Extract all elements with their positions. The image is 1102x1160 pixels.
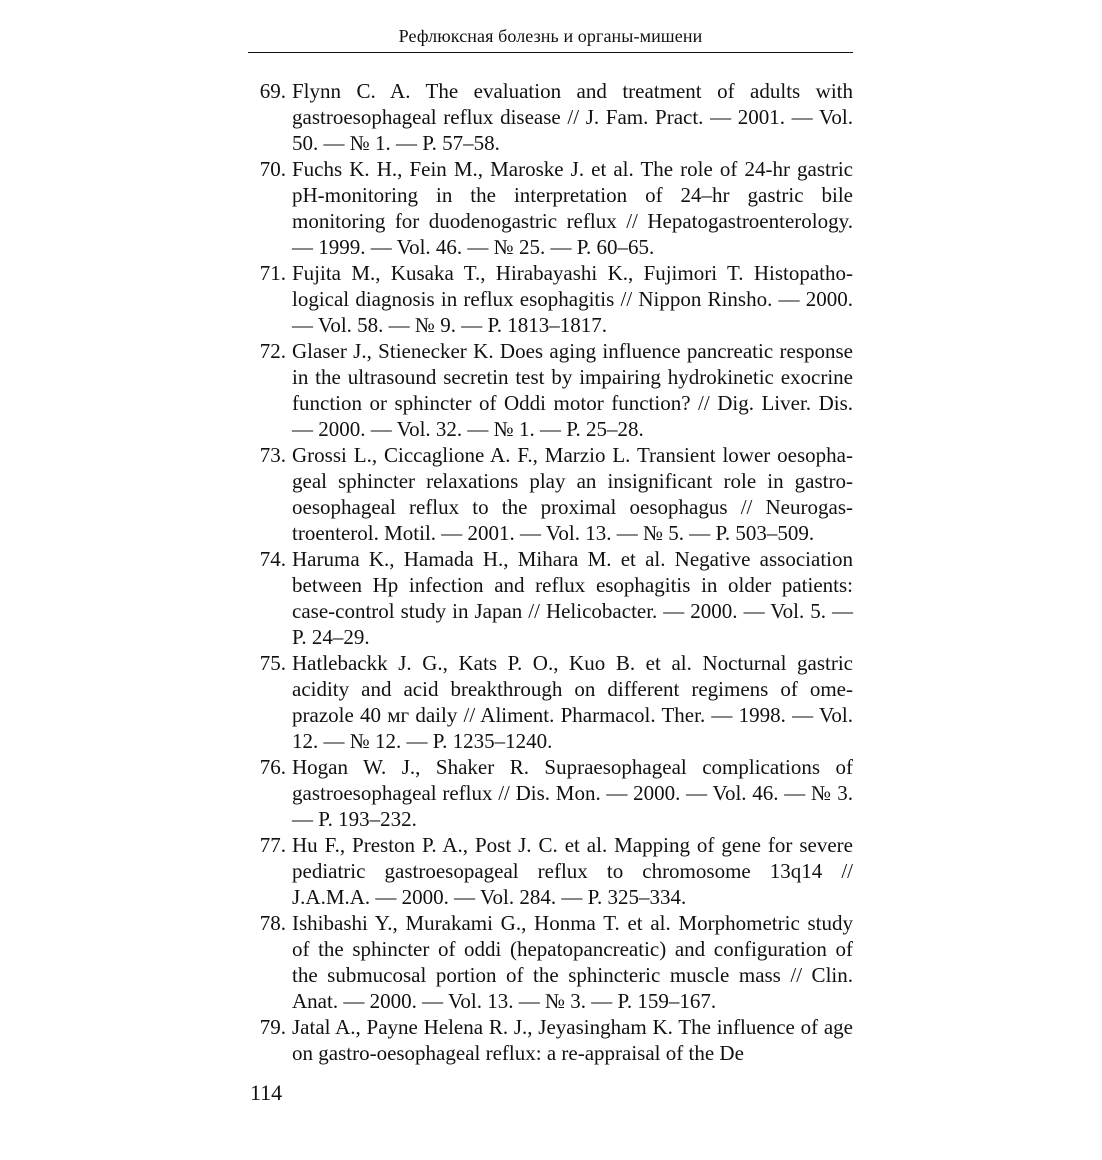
reference-item-76 [0,754,1102,832]
running-head-title: Рефлюксная болезнь и органы-мишени [398,26,703,46]
reference-item-74 [0,546,1102,650]
reference-number: 76. [259,755,286,779]
reference-number: 74. [259,547,286,571]
reference-text: Hu F., Preston P. A., Post J. C. et al. Mapping of gene for severe pediatric gastroesopageal reflux to chromosome 13q14 // J.A.M.A. — 2000. — Vol. 284. — P. 325–334. [292,833,853,909]
reference-item-75 [0,650,1102,754]
reference-text: Haruma K., Hamada H., Mihara M. et al. Negative association between Hp infection and reflux esophagitis in older patients: case-control study in Japan // Helicobacter. — 2000. — Vol. 5. — P. 24–29. [292,547,853,649]
reference-text: Ishibashi Y., Murakami G., Honma T. et al. Morphometric study of the sphincter of oddi (hepatopancreatic) and configuration of the submucosal portion of the sphincteric muscle mass // Clin. Anat. — 2000. — Vol. 13. — № 3. — P. 159–167. [292,911,853,1013]
reference-number: 75. [259,651,286,675]
reference-text: Hatlebackk J. G., Kats P. O., Kuo B. et al. Nocturnal gastric acidity and acid breakthrough on different regimens of omeprazole 40 мг daily // Aliment. Pharmacol. Ther. — 1998. — Vol. 12. — № 12. — P. 1235–1240. [292,651,853,753]
reference-number: 72. [259,339,286,363]
reference-number: 71. [259,261,286,285]
reference-text: Fuchs K. H., Fein M., Maroske J. et al. The role of 24-hr gastric pH-monitoring in the interpretation of 24–hr gastric bile monitoring for duodenogastric reflux // Hepatogastroenterology. — 1999. — Vol. 46. — № 25. — P. 60–65. [292,157,853,259]
reference-item-79 [0,1014,1102,1066]
reference-text: Jatal A., Payne Helena R. J., Jeyasingham K. The influence of age on gastro-oesophageal reflux: a re-appraisal of the De [292,1015,853,1065]
reference-item-77 [0,832,1102,910]
reference-text: Glaser J., Stienecker K. Does aging influence pancreatic response in the ultrasound secretin test by impairing hydrokinetic exocrine function or sphincter of Oddi motor function? // Dig. Liver. Dis. — 2000. — Vol. 32. — № 1. — P. 25–28. [292,339,853,441]
reference-list [0,78,1102,1066]
reference-number: 79. [259,1015,286,1039]
reference-number: 73. [259,443,286,467]
reference-number: 78. [259,911,286,935]
reference-item-78 [0,910,1102,1014]
reference-item-71 [0,260,1102,338]
header-rule [248,52,853,53]
reference-number: 69. [259,79,286,103]
reference-item-69 [0,78,1102,156]
page-number: 114 [250,1080,283,1105]
reference-number: 70. [259,157,286,181]
reference-item-70 [0,156,1102,260]
reference-text: Fujita M., Kusaka T., Hirabayashi K., Fujimori T. Histopathological diagnosis in reflux esophagitis // Nippon Rinsho. — 2000. — Vol. 58. — № 9. — P. 1813–1817. [292,261,853,337]
reference-item-72 [0,338,1102,442]
reference-text: Flynn C. A. The evaluation and treatment of adults with gastroesophageal reflux disease // J. Fam. Pract. — 2001. — Vol. 50. — № 1. — P. 57–58. [292,79,853,155]
reference-text: Grossi L., Ciccaglione A. F., Marzio L. Transient lower oesophageal sphincter relaxations play an insignificant role in gastrooesophageal reflux to the proximal oesophagus // Neurogastroenterol. Motil. — 2001. — Vol. 13. — № 5. — P. 503–509. [292,443,853,545]
reference-number: 77. [259,833,286,857]
reference-item-73 [0,442,1102,546]
reference-text: Hogan W. J., Shaker R. Supraesophageal complications of gastroesophageal reflux // Dis. Mon. — 2000. — Vol. 46. — № 3. — P. 193–232. [292,755,853,831]
